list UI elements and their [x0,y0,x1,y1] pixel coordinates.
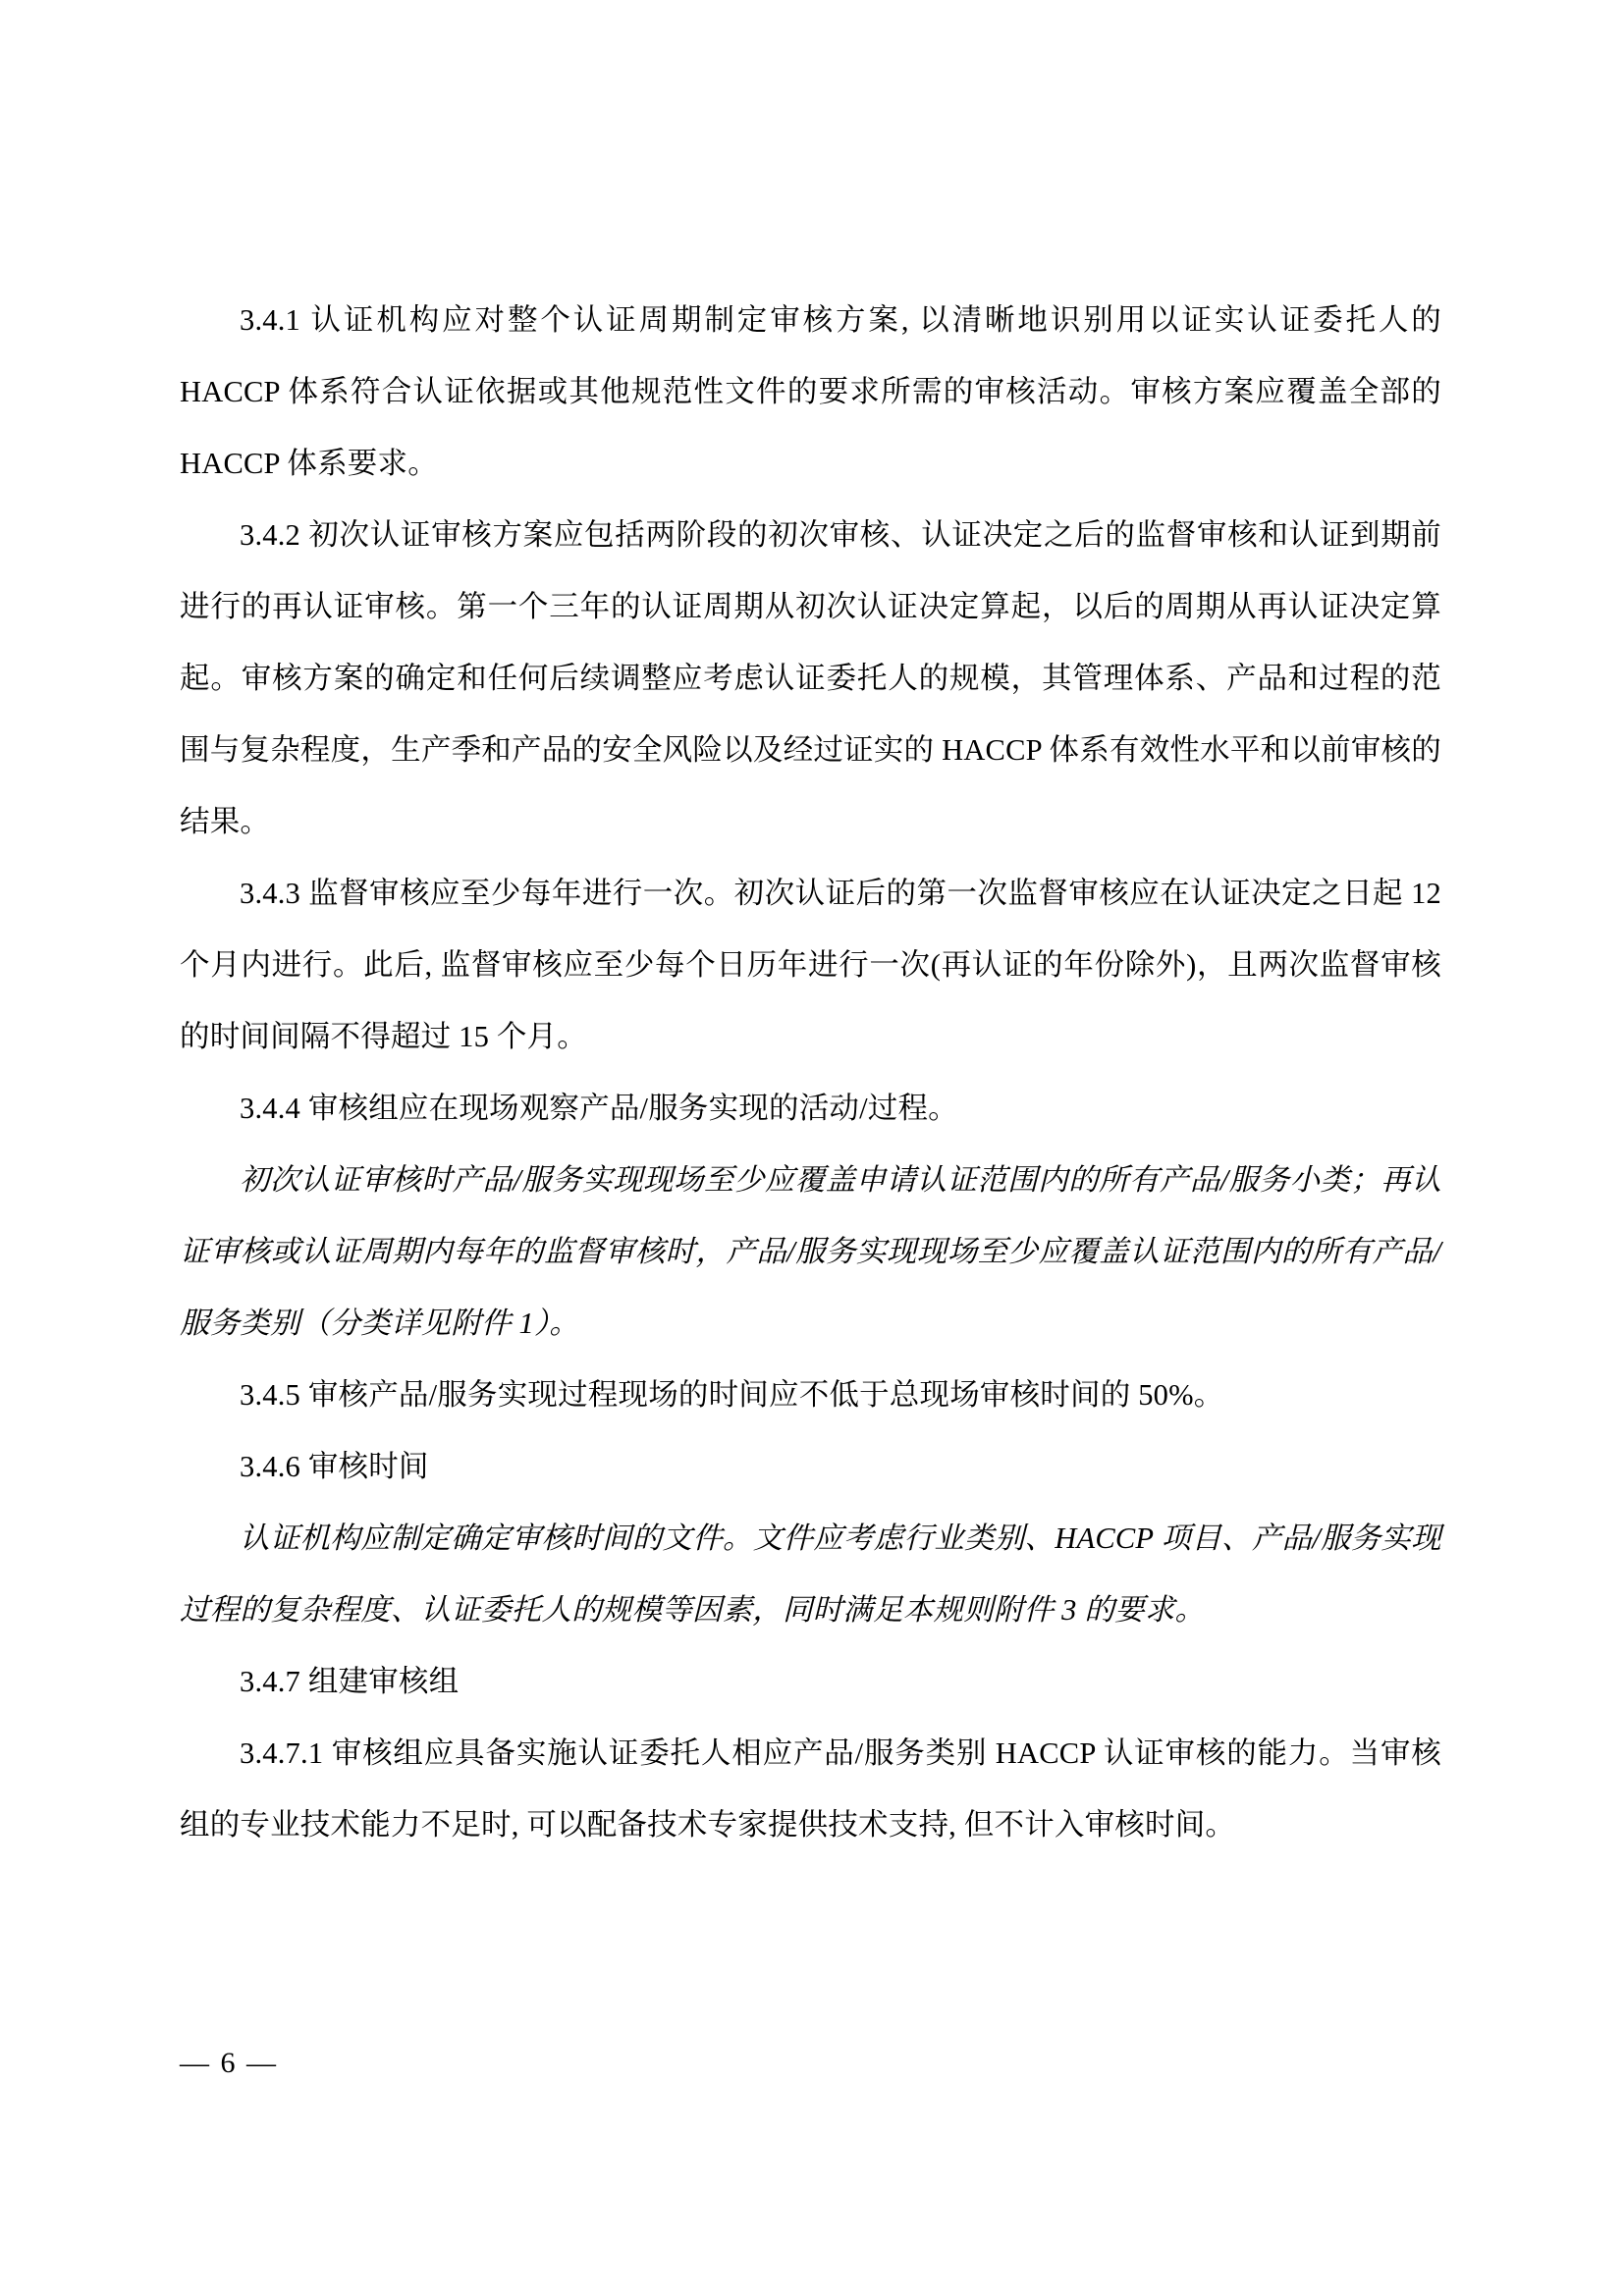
paragraph-3-4-4: 3.4.4 审核组应在现场观察产品/服务实现的活动/过程。 [240,1092,958,1125]
paragraph-3-4-2: 3.4.2 初次认证审核方案应包括两阶段的初次审核、认证决定之后的监督审核和认证到期前进行的再认证审核。第一个三年的认证周期从初次认证决定算起，以后的周期从再认证决定算起。审核方案的确定和任何后续调整应考虑认证委托人的规模，其管理体系、产品和过程的范围与复杂程度，生产季和产品的安全风险以及经过证实的 HACCP 体系有效性水平和以前审核的结果。 [180,518,1441,838]
paragraph-3-4-1: 3.4.1 认证机构应对整个认证周期制定审核方案, 以清晰地识别用以证实认证委托人的 HACCP 体系符合认证依据或其他规范性文件的要求所需的审核活动。审核方案应覆盖全部的 HACCP 体系要求。 [180,303,1441,480]
paragraph-3-4-3: 3.4.3 监督审核应至少每年进行一次。初次认证后的第一次监督审核应在认证决定之日起 12 个月内进行。此后, 监督审核应至少每个日历年进行一次(再认证的年份除外)，且两次监督审核的时间间隔不得超过 15 个月。 [180,877,1441,1053]
paragraph-3-4-7: 3.4.7 组建审核组 [240,1665,460,1698]
page-number: — 6 — [180,2047,278,2079]
paragraph-3-4-7-1: 3.4.7.1 审核组应具备实施认证委托人相应产品/服务类别 HACCP 认证审核的能力。当审核组的专业技术能力不足时, 可以配备技术专家提供技术支持, 但不计入审核时间。 [180,1736,1441,1842]
page-footer [180,2047,1441,2080]
paragraph-3-4-6: 3.4.6 审核时间 [240,1450,429,1483]
paragraph-3-4-5: 3.4.5 审核产品/服务实现过程现场的时间应不低于总现场审核时间的 50%。 [240,1378,1224,1412]
paragraph-3-4-6-body: 认证机构应制定确定审核时间的文件。文件应考虑行业类别、HACCP 项目、产品/服务实现过程的复杂程度、认证委托人的规模等因素，同时满足本规则附件 3 的要求。 [180,1522,1441,1627]
document-body [180,285,1441,1861]
paragraph-3-4-4-body: 初次认证审核时产品/服务实现现场至少应覆盖申请认证范围内的所有产品/服务小类；再认证审核或认证周期内每年的监督审核时，产品/服务实现现场至少应覆盖认证范围内的所有产品/服务类别（分类详见附件 1）。 [180,1163,1441,1340]
